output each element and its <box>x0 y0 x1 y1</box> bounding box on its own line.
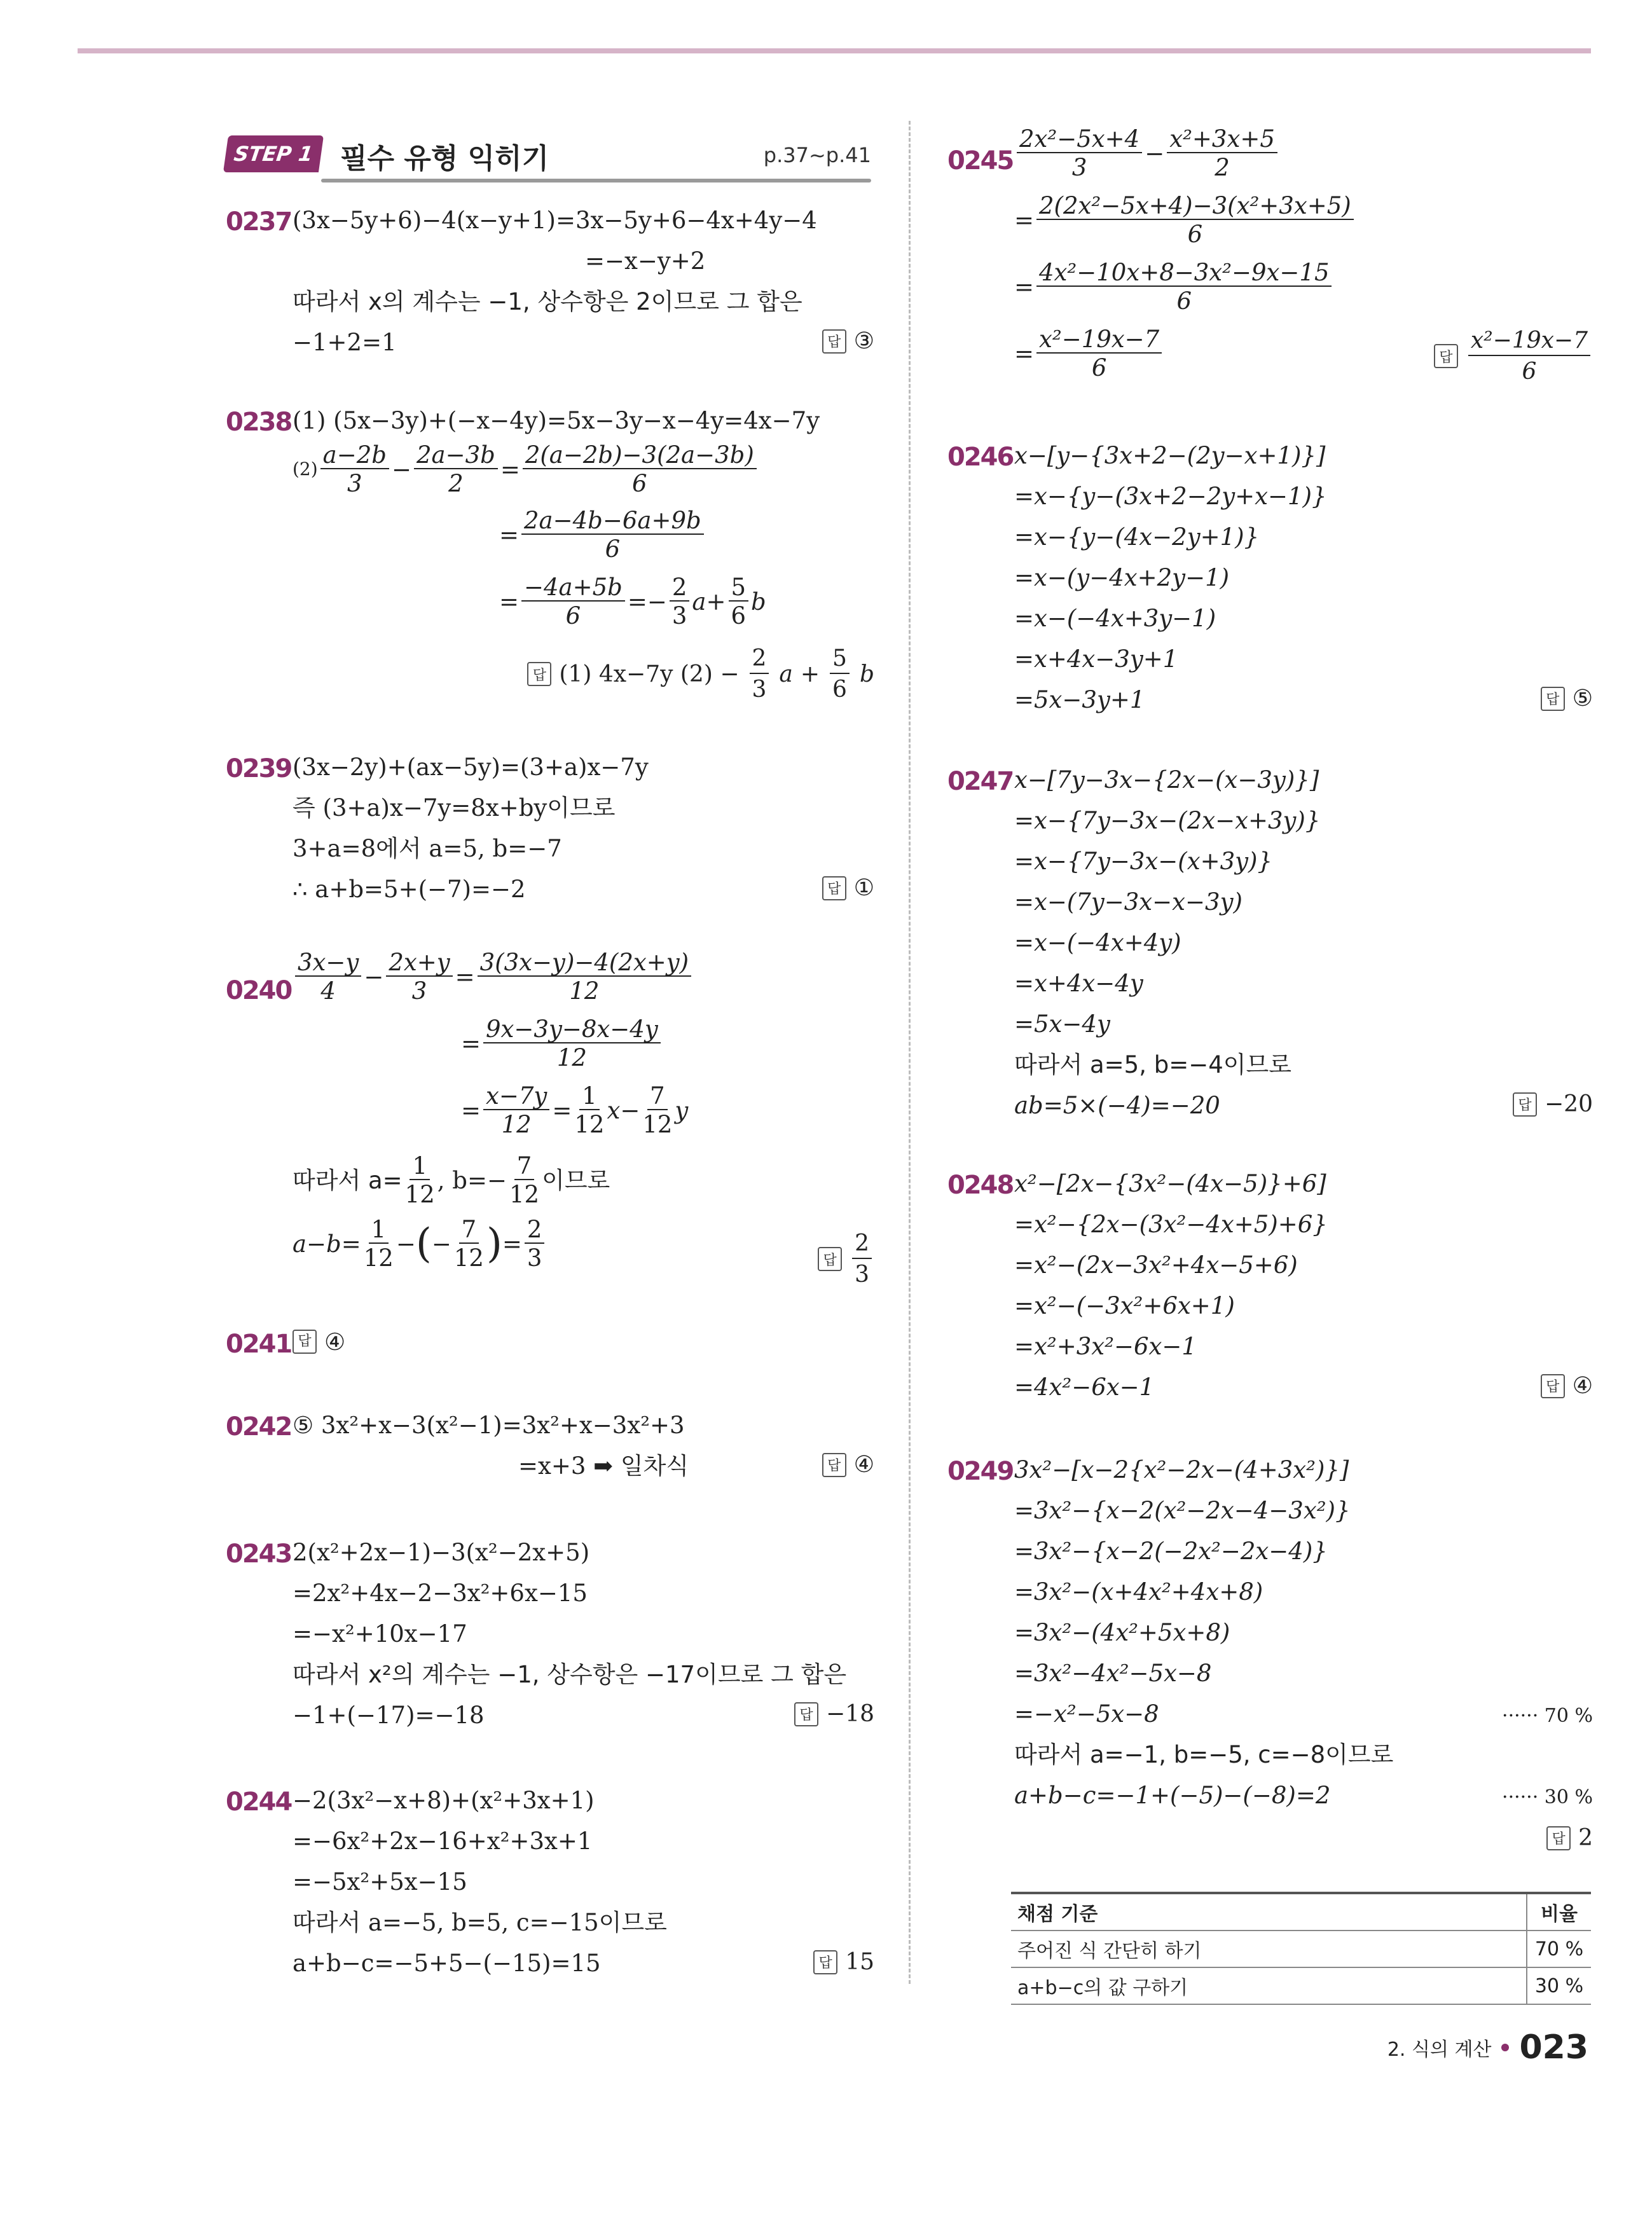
solution-line: −1+2=1 <box>293 329 397 356</box>
table-row <box>1011 1931 1591 1967</box>
fraction <box>729 575 749 628</box>
column-header: 비율 <box>1527 1893 1591 1931</box>
solution-line: =x²+3x²−6x−1 <box>1014 1333 1197 1360</box>
solution-line: =x−{y−(3x+2−2y+x−1)} <box>1014 483 1327 510</box>
chapter-label: 2. 식의 계산 <box>1387 2039 1492 2061</box>
text: 따라서 a= <box>293 1166 403 1194</box>
text: a−b= <box>293 1230 361 1258</box>
column-divider <box>909 121 911 1984</box>
solution-line: ∴ a+b=5+(−7)=−2 <box>293 876 526 903</box>
denominator: 3 <box>527 1244 542 1272</box>
text: 이므로 <box>542 1166 610 1194</box>
solution-line: =x+4x−3y+1 <box>1014 645 1178 673</box>
answer <box>1513 1091 1593 1117</box>
solution-line: =3x²−{x−2(x²−2x−4−3x²)} <box>1014 1497 1351 1524</box>
numerator: 2a−3b <box>414 443 498 469</box>
numerator: 2(2x²−5x+4)−3(x²+3x+5) <box>1036 194 1354 220</box>
denominator: 4 <box>320 977 336 1005</box>
denominator: 6 <box>832 677 847 703</box>
problem-number: 0241 <box>226 1330 292 1359</box>
answer <box>818 1230 874 1288</box>
denominator: 6 <box>605 535 621 563</box>
problem-0244 <box>226 1784 874 1993</box>
solution-line: a+b−c=−5+5−(−15)=15 <box>293 1950 601 1977</box>
answer-value: ④ <box>324 1328 346 1356</box>
numerator: 7 <box>647 1084 668 1110</box>
fraction <box>750 645 769 703</box>
fraction <box>852 1230 872 1288</box>
denominator: 12 <box>404 1181 435 1208</box>
answer-mark: 답 <box>527 662 551 686</box>
table-cell: 주어진 식 간단히 하기 <box>1011 1931 1527 1967</box>
denominator: 6 <box>1187 221 1203 248</box>
problem-number: 0246 <box>947 443 1014 472</box>
scoring-table <box>1011 1892 1591 2005</box>
numerator: x²−19x−7 <box>1036 327 1162 354</box>
fraction <box>1167 127 1277 179</box>
numerator: 2 <box>670 575 690 602</box>
solution-line: =x−(y−4x+2y−1) <box>1014 564 1230 591</box>
fraction <box>642 1084 672 1136</box>
answer <box>1541 685 1593 712</box>
table-cell: a+b−c의 값 구하기 <box>1011 1967 1527 2004</box>
answer <box>794 1701 874 1727</box>
fraction <box>521 509 704 561</box>
fraction <box>1468 327 1590 385</box>
solution-line: = $\frac{9x-3y-8x-4y}{12}$ <box>461 1017 663 1070</box>
fraction <box>414 443 498 495</box>
solution-line: =5x−3y+1 <box>1014 686 1145 713</box>
denominator: 12 <box>453 1244 484 1272</box>
answer: 답 (1) 4x−7y (2) − $\frac{2}{3}$ a + $\frac{5}{6}$ b <box>527 645 874 703</box>
fraction <box>523 443 757 495</box>
solution-line: = $\frac{x-7y}{12}$ = $\frac{1}{12}$ x − $\frac{7}{12}$ y <box>461 1082 689 1138</box>
solution-line: =−x²+10x−17 <box>293 1620 467 1648</box>
problem-0237 <box>226 203 874 369</box>
solution-line: x−[7y−3x−{2x−(x−3y)}] <box>1014 766 1319 794</box>
numerator: 1 <box>579 1084 600 1110</box>
fraction <box>295 951 361 1003</box>
problem-number: 0247 <box>947 767 1014 796</box>
solution-line: ab=5×(−4)=−20 <box>1014 1092 1220 1119</box>
solution-line: = $\frac{\text{x²−19x−7}}{6}$ <box>1014 327 1164 380</box>
problem-0242 <box>226 1408 874 1497</box>
solution-line: $\frac{\text{2x²−5x+4}}{3}$ − $\frac{\text{x²+3x+5}}{2}$ <box>1014 127 1280 179</box>
numerator: 3x−y <box>295 951 361 977</box>
answer-mark: 답 <box>818 1247 842 1271</box>
solution-line: x−[y−{3x+2−(2y−x+1)}] <box>1014 442 1326 469</box>
solution-line: ⑤ 3x²+x−3(x²−1)=3x²+x−3x²+3 <box>293 1412 685 1439</box>
problem-number: 0244 <box>226 1787 292 1817</box>
problem-0240 <box>226 951 874 1307</box>
denominator: 12 <box>642 1111 673 1138</box>
solution-line: =3x²−4x²−5x−8 <box>1014 1660 1212 1687</box>
solution-line: a+b−c=−1+(−5)−(−8)=2 <box>1014 1782 1331 1809</box>
numerator: 2x+y <box>386 951 452 977</box>
solution-line: =3x²−{x−2(−2x²−2x−4)} <box>1014 1538 1328 1565</box>
column-header: 채점 기준 <box>1011 1893 1527 1931</box>
numerator: x−7y <box>483 1084 549 1110</box>
answer <box>1434 327 1593 385</box>
score-ratio-2: ······ 30 % <box>1502 1786 1593 1808</box>
denominator: 12 <box>574 1111 605 1138</box>
numerator: 1 <box>369 1218 389 1244</box>
numerator: a−2b <box>320 443 389 469</box>
problem-0249 <box>947 1453 1593 1860</box>
problem-number: 0243 <box>226 1539 292 1569</box>
solution-line: −1+(−17)=−18 <box>293 1702 485 1729</box>
solution-line: =x²−{2x−(3x²−4x+5)+6} <box>1014 1211 1328 1238</box>
answer-mark: 답 <box>1541 687 1565 711</box>
solution-line: (2) $\frac{a-2b}{3}$ − $\frac{2a-3b}{2}$ = $\frac{2(a-2b)-3(2a-3b)}{6}$ <box>293 443 759 495</box>
answer <box>822 875 874 901</box>
denominator: 12 <box>501 1111 532 1138</box>
header-underline <box>321 179 871 182</box>
answer-value: ⑤ <box>1572 685 1593 712</box>
answer-value: ③ <box>853 328 874 354</box>
denominator: 2 <box>448 470 464 497</box>
answer-mark: 답 <box>822 329 846 354</box>
solution-line <box>293 1154 610 1206</box>
solution-line: 따라서 a=−5, b=5, c=−15이므로 <box>293 1909 667 1936</box>
table-header-row <box>1011 1893 1591 1931</box>
answer-value: −18 <box>826 1701 874 1727</box>
solution-line: (3x−2y)+(ax−5y)=(3+a)x−7y <box>293 754 649 781</box>
fraction <box>830 645 850 703</box>
solution-line: 2(x²+2x−1)−3(x²−2x+5) <box>293 1539 590 1566</box>
answer-mark: 답 <box>794 1702 818 1726</box>
solution-line: =x−(−4x+3y−1) <box>1014 605 1216 632</box>
problem-number: 0249 <box>947 1457 1014 1486</box>
solution-line: =x−(7y−3x−x−3y) <box>1014 888 1242 916</box>
denominator: 6 <box>565 602 581 630</box>
problem-number: 0245 <box>947 146 1014 176</box>
denominator: 6 <box>731 602 747 630</box>
solution-line: = $\frac{-4a+5b}{6}$ =− $\frac{2}{3}$ a + $\frac{5}{6}$ b <box>499 574 766 630</box>
solution-line: 3x²−[x−2{x²−2x−(4+3x²)}] <box>1014 1456 1349 1483</box>
step-tag: STEP 1 <box>223 135 324 172</box>
numerator: 2 <box>750 645 769 674</box>
solution-line: 따라서 a=5, b=−4이므로 <box>1014 1051 1291 1078</box>
problem-0243 <box>226 1536 874 1745</box>
solution-line: =x²−(−3x²+6x+1) <box>1014 1292 1235 1319</box>
problem-number: 0242 <box>226 1412 292 1442</box>
numerator: 3(3x−y)−4(2x+y) <box>478 951 691 977</box>
answer-mark: 답 <box>1434 344 1458 368</box>
solution-line: (3x−5y+6)−4(x−y+1)=3x−5y+6−4x+4y−4 <box>293 207 817 234</box>
fraction <box>386 951 452 1003</box>
denominator: 12 <box>509 1181 540 1208</box>
answer-mark: 답 <box>822 1453 846 1477</box>
numerator: 1 <box>410 1154 430 1180</box>
numerator: 2 <box>852 1230 872 1259</box>
numerator: 2x²−5x+4 <box>1017 127 1142 153</box>
denominator: 3 <box>1071 154 1087 181</box>
fraction <box>521 575 625 628</box>
solution-line: =5x−4y <box>1014 1010 1110 1038</box>
answer-mark: 답 <box>1546 1826 1571 1850</box>
problem-0241 <box>226 1326 874 1364</box>
fraction <box>1036 194 1354 246</box>
table-cell: 30 % <box>1527 1967 1591 2004</box>
solution-line: =3x²−(x+4x²+4x+8) <box>1014 1578 1263 1606</box>
page-range: p.37~p.41 <box>763 143 871 167</box>
answer-value: ④ <box>853 1452 874 1478</box>
answer-mark: 답 <box>813 1950 837 1974</box>
solution-line: = $\frac{2a-4b-6a+9b}{6}$ <box>499 509 706 561</box>
fraction <box>670 575 690 628</box>
numerator: 2a−4b−6a+9b <box>521 509 704 535</box>
bullet-dot <box>1501 2044 1509 2051</box>
numerator: 7 <box>459 1218 479 1244</box>
problem-number: 0240 <box>226 976 292 1005</box>
numerator: −4a+5b <box>521 575 625 602</box>
section-header <box>226 118 871 188</box>
fraction <box>525 1218 545 1270</box>
solution-line: =3x²−(4x²+5x+8) <box>1014 1619 1230 1646</box>
denominator: 2 <box>1215 154 1230 181</box>
denominator: 3 <box>855 1262 869 1288</box>
denominator: 3 <box>671 602 687 630</box>
solution-line: = $\frac{\text{4x²−10x+8−3x²−9x−15}}{6}$ <box>1014 261 1334 313</box>
answer-mark: 답 <box>1513 1092 1537 1117</box>
answer-value: (1) 4x−7y (2) − <box>559 661 740 687</box>
numerator: 7 <box>514 1154 535 1180</box>
denominator: 12 <box>556 1044 587 1071</box>
problem-0247 <box>947 763 1593 1132</box>
fraction <box>364 1218 394 1270</box>
answer-value: 15 <box>845 1949 874 1975</box>
sub-label: (2) <box>293 458 318 479</box>
fraction <box>574 1084 604 1136</box>
solution-line: 따라서 x의 계수는 −1, 상수항은 2이므로 그 합은 <box>293 288 802 315</box>
denominator: 6 <box>1176 287 1192 315</box>
answer-mark: 답 <box>293 1330 317 1354</box>
fraction <box>483 1084 549 1136</box>
denominator: 6 <box>632 470 647 497</box>
solution-line: =−6x²+2x−16+x²+3x+1 <box>293 1827 593 1855</box>
numerator: x²−19x−7 <box>1468 327 1590 356</box>
answer-mark: 답 <box>822 876 846 900</box>
problem-number: 0239 <box>226 754 292 783</box>
text: , b=− <box>437 1166 507 1194</box>
denominator: 6 <box>1522 359 1537 385</box>
solution-line: $\frac{3x-y}{4}$ − $\frac{2x+y}{3}$ = $\frac{3(3x-y)-4(2x+y)}{12}$ <box>293 951 694 1003</box>
solution-line: =4x²−6x−1 <box>1014 1373 1155 1401</box>
fraction <box>1036 327 1162 380</box>
solution-line: a−b= $\frac{1}{12}$ − ( − $\frac{7}{12}$ ) = $\frac{2}{3}$ <box>293 1218 547 1270</box>
answer <box>813 1949 874 1975</box>
solution-line: =x−{7y−3x−(2x−x+3y)} <box>1014 807 1321 834</box>
solution-line: 따라서 a=−1, b=−5, c=−8이므로 <box>1014 1741 1394 1768</box>
page-footer <box>1387 2028 1588 2067</box>
answer <box>822 1452 874 1478</box>
numerator: 4x²−10x+8−3x²−9x−15 <box>1036 261 1332 287</box>
solution-line: 즉 (3+a)x−7y=8x+by이므로 <box>293 794 616 822</box>
page-number: 023 <box>1519 2028 1588 2067</box>
numerator: 5 <box>729 575 749 602</box>
solution-line: =x+3 ➡ 일차식 <box>518 1452 689 1480</box>
fraction <box>1017 127 1142 179</box>
solution-line: =2x²+4x−2−3x²+6x−15 <box>293 1580 588 1607</box>
denominator: 3 <box>411 977 427 1005</box>
solution-line: 3+a=8에서 a=5, b=−7 <box>293 835 562 862</box>
solution-line: 따라서 x²의 계수는 −1, 상수항은 −17이므로 그 합은 <box>293 1661 847 1688</box>
answer-value: ④ <box>1572 1373 1593 1399</box>
score-ratio-1: ······ 70 % <box>1502 1705 1593 1727</box>
fraction <box>405 1154 435 1206</box>
denominator: 12 <box>569 977 600 1005</box>
solution-line: =x−{y−(4x−2y+1)} <box>1014 523 1260 551</box>
numerator: 2 <box>525 1218 545 1244</box>
fraction <box>320 443 389 495</box>
problem-number: 0248 <box>947 1171 1014 1200</box>
solution-line: =x²−(2x−3x²+4x−5+6) <box>1014 1251 1298 1279</box>
solution-line: (1) (5x−3y)+(−x−4y)=5x−3y−x−4y=4x−7y <box>293 407 820 434</box>
answer <box>1541 1373 1593 1399</box>
numerator: 9x−3y−8x−4y <box>483 1017 661 1043</box>
answer <box>293 1330 345 1354</box>
fraction <box>478 951 691 1003</box>
answer-value: −20 <box>1545 1091 1593 1117</box>
answer-value: ① <box>853 875 874 901</box>
fraction <box>1036 261 1332 313</box>
numerator: 5 <box>830 645 850 674</box>
denominator: 12 <box>363 1244 394 1272</box>
solution-line: = $\frac{\text{2(2x²−5x+4)−3(x²+3x+5)}}{6}$ <box>1014 194 1356 246</box>
problem-0239 <box>226 750 874 916</box>
answer-mark: 답 <box>1541 1374 1565 1398</box>
denominator: 6 <box>1091 354 1107 382</box>
table-cell: 70 % <box>1527 1931 1591 1967</box>
problem-0245 <box>947 127 1593 394</box>
answer <box>822 328 874 354</box>
problem-0246 <box>947 439 1593 725</box>
numerator: 2(a−2b)−3(2a−3b) <box>523 443 757 469</box>
denominator: 3 <box>347 470 362 497</box>
solution-line: =−5x²+5x−15 <box>293 1868 467 1896</box>
solution-line: =x+4x−4y <box>1014 970 1143 997</box>
section-title: 필수 유형 익히기 <box>340 142 549 175</box>
problem-0238 <box>226 404 874 709</box>
table-row <box>1011 1967 1591 2004</box>
top-decor-bar <box>78 48 1591 53</box>
solution-line: =−x−y+2 <box>585 247 706 275</box>
answer <box>1546 1825 1593 1851</box>
numerator: x²+3x+5 <box>1167 127 1277 153</box>
solution-line: x²−[2x−{3x²−(4x−5)}+6] <box>1014 1170 1326 1197</box>
fraction <box>509 1154 539 1206</box>
answer-value: 2 <box>1578 1825 1593 1851</box>
problem-number: 0237 <box>226 207 292 237</box>
fraction <box>483 1017 661 1070</box>
fraction <box>454 1218 484 1270</box>
solution-line: −2(3x²−x+8)+(x²+3x+1) <box>293 1787 595 1814</box>
problem-0248 <box>947 1167 1593 1415</box>
solution-line: =x−{7y−3x−(x+3y)} <box>1014 848 1272 875</box>
solution-line: =x−(−4x+4y) <box>1014 929 1181 956</box>
denominator: 3 <box>752 677 767 703</box>
solution-line: =−x²−5x−8 <box>1014 1700 1159 1728</box>
problem-number: 0238 <box>226 408 292 437</box>
